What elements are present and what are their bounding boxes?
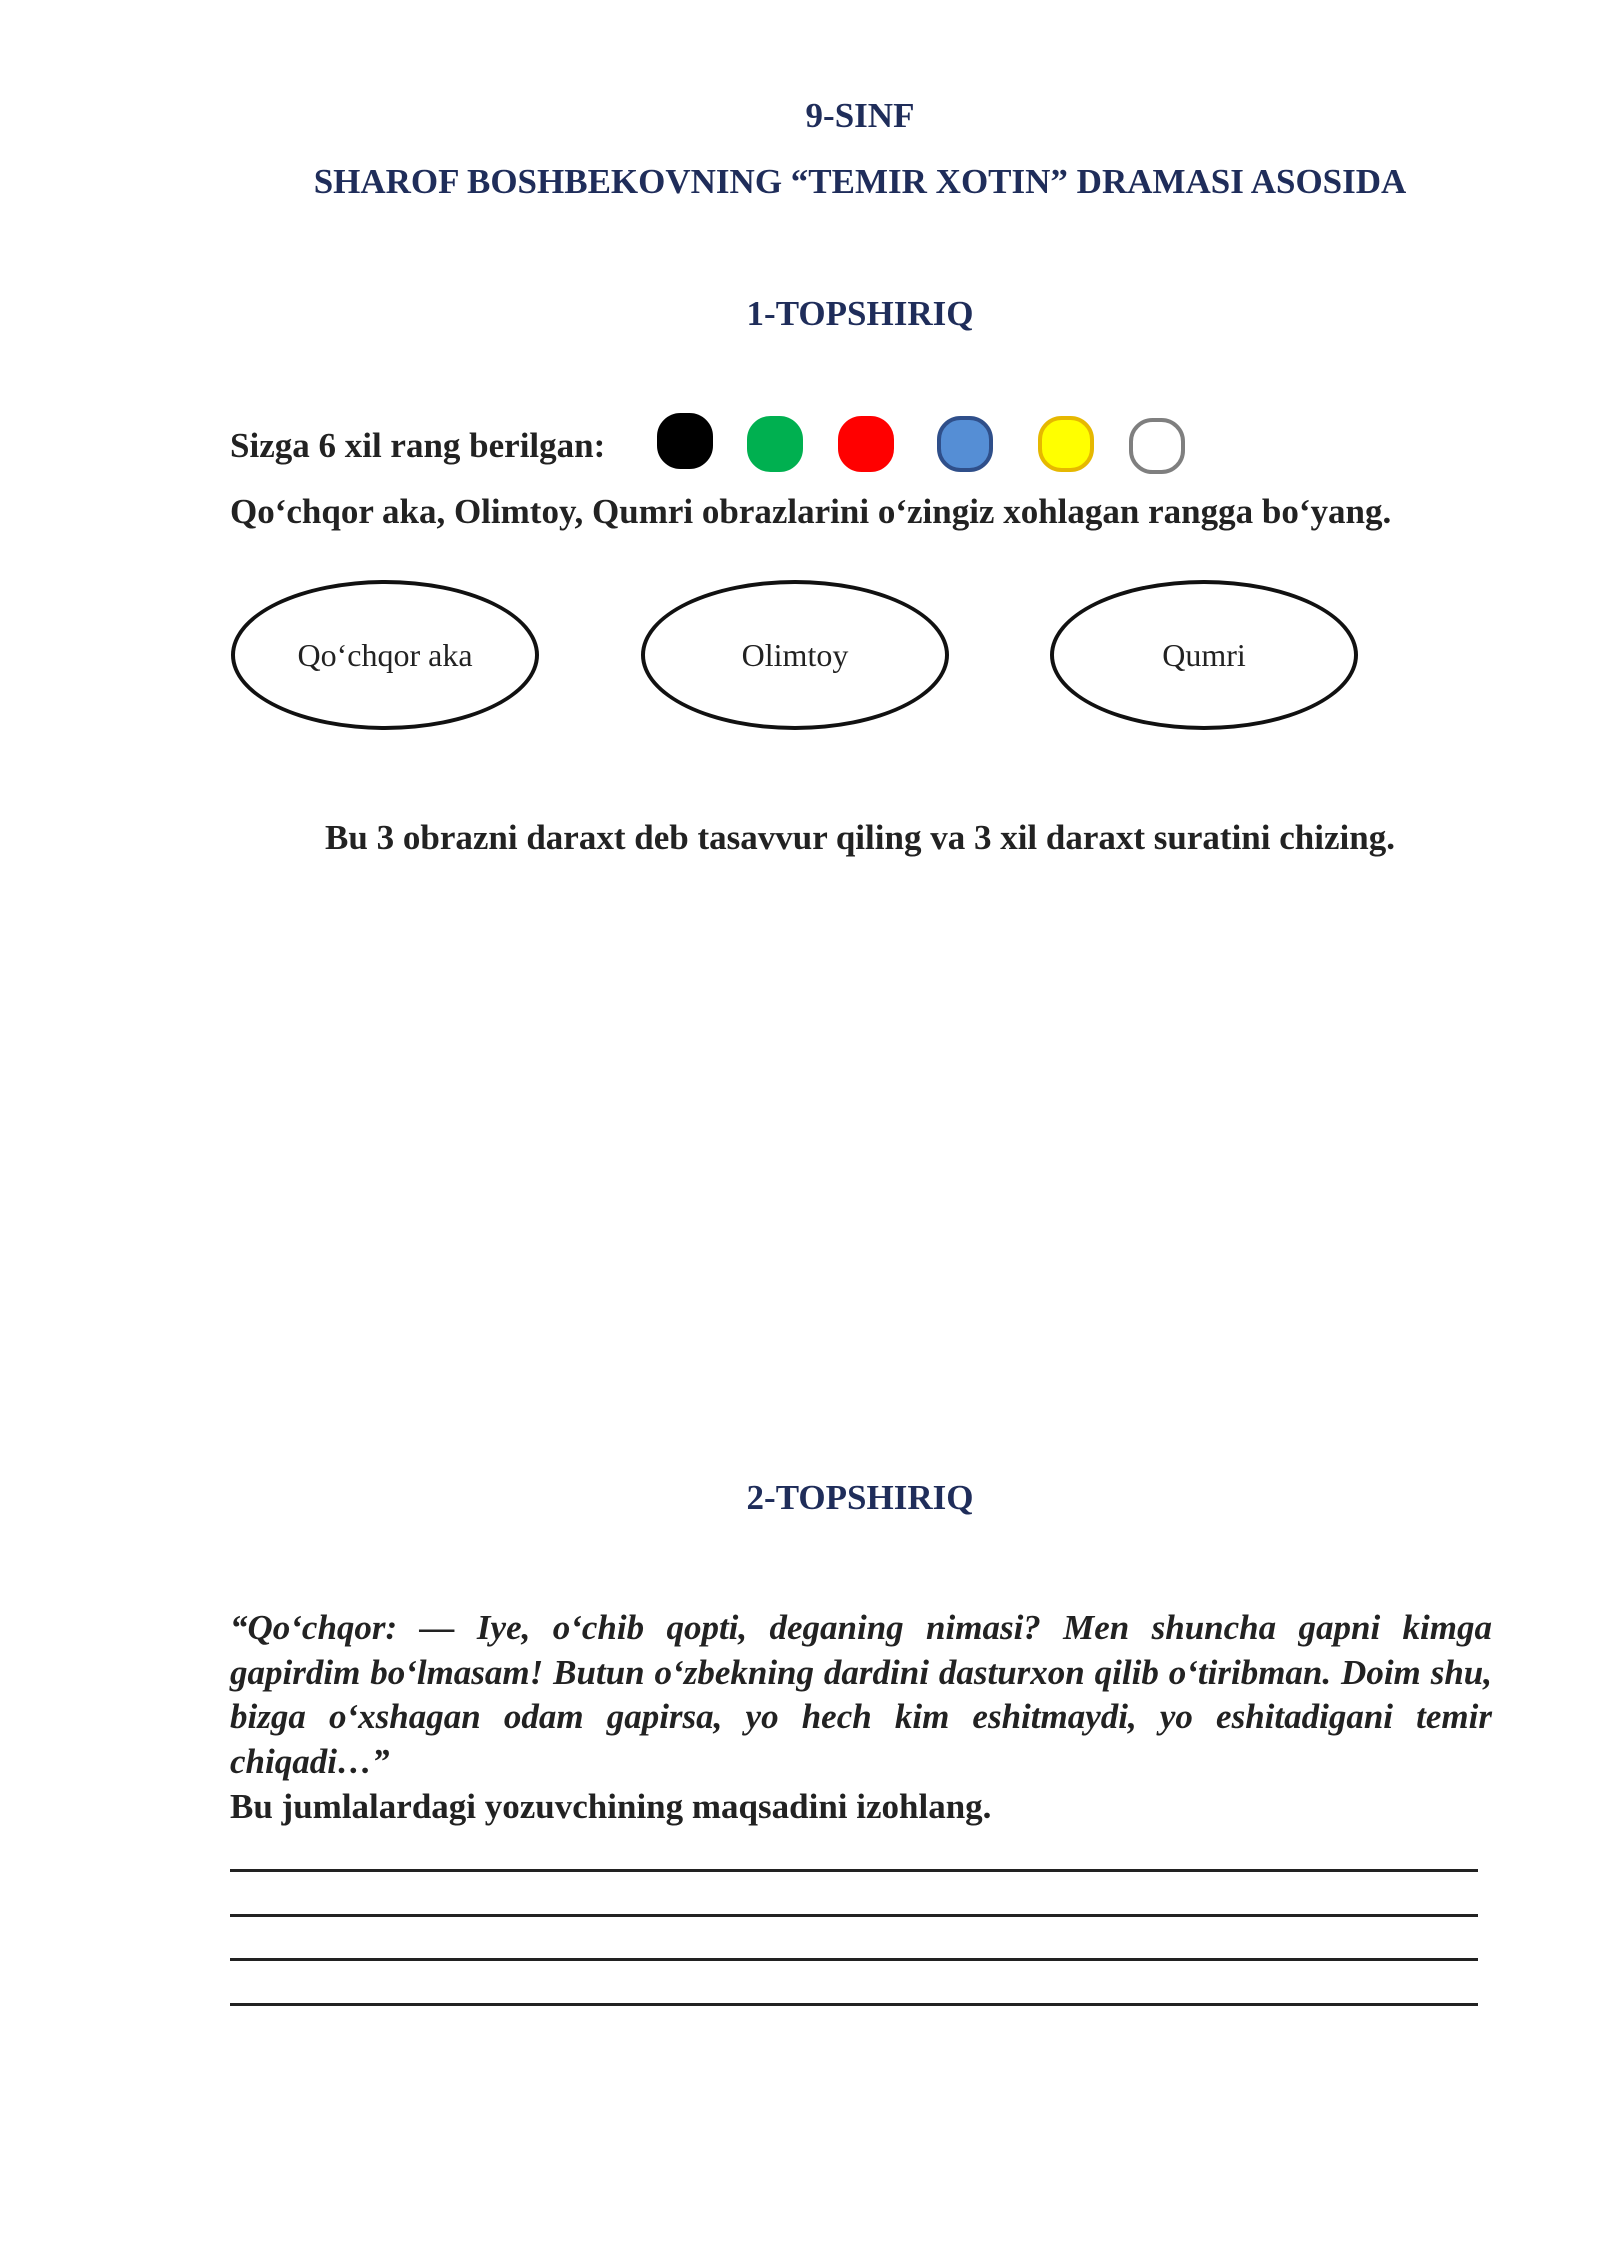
- grade-title: 9-SINF: [805, 96, 915, 135]
- color-swatch-yellow: [1038, 416, 1094, 472]
- task2-question: Bu jumlalardagi yozuvchining maqsadini izohlang.: [230, 1787, 992, 1826]
- color-swatch-blue: [937, 416, 993, 472]
- coloring-instruction: Qo‘chqor aka, Olimtoy, Qumri obrazlarini o‘zingiz xohlagan rangga bo‘yang.: [230, 492, 1392, 531]
- answer-line[interactable]: [230, 2003, 1478, 2006]
- task1-title: 1-TOPSHIRIQ: [746, 294, 974, 333]
- answer-line[interactable]: [230, 1869, 1478, 1872]
- colors-label: Sizga 6 xil rang berilgan:: [230, 426, 606, 465]
- drawing-instruction: Bu 3 obrazni daraxt deb tasavvur qiling va 3 xil daraxt suratini chizing.: [325, 818, 1395, 857]
- character-oval-qumri[interactable]: [1050, 580, 1358, 730]
- color-swatch-green: [747, 416, 803, 472]
- color-swatch-red: [838, 416, 894, 472]
- character-label-qochqor: Qo‘chqor aka: [297, 637, 473, 673]
- task2-title: 2-TOPSHIRIQ: [746, 1478, 974, 1517]
- character-label-olimtoy: Olimtoy: [741, 637, 849, 673]
- answer-line[interactable]: [230, 1914, 1478, 1917]
- drawing-area[interactable]: [230, 880, 1492, 1440]
- drama-quote: “Qo‘chqor: — Iye, o‘chib qopti, deganing nimasi? Men shuncha gapni kimga gapirdim bo‘lmasam! Butun o‘zbekning dardini dasturxon qilib o‘tiribman. Doim shu, bizga o‘xshagan odam gapirsa, yo hech kim eshitmaydi, yo eshitadigani temir chiqadi…”: [230, 1608, 1492, 1781]
- answer-line[interactable]: [230, 1958, 1478, 1961]
- character-oval-qochqor[interactable]: [231, 580, 539, 730]
- character-oval-olimtoy[interactable]: [641, 580, 949, 730]
- color-swatch-black: [657, 413, 713, 469]
- worksheet-subtitle: SHAROF BOSHBEKOVNING “TEMIR XOTIN” DRAMASI ASOSIDA: [313, 162, 1407, 201]
- color-swatch-white: [1129, 418, 1185, 474]
- character-label-qumri: Qumri: [1162, 637, 1246, 673]
